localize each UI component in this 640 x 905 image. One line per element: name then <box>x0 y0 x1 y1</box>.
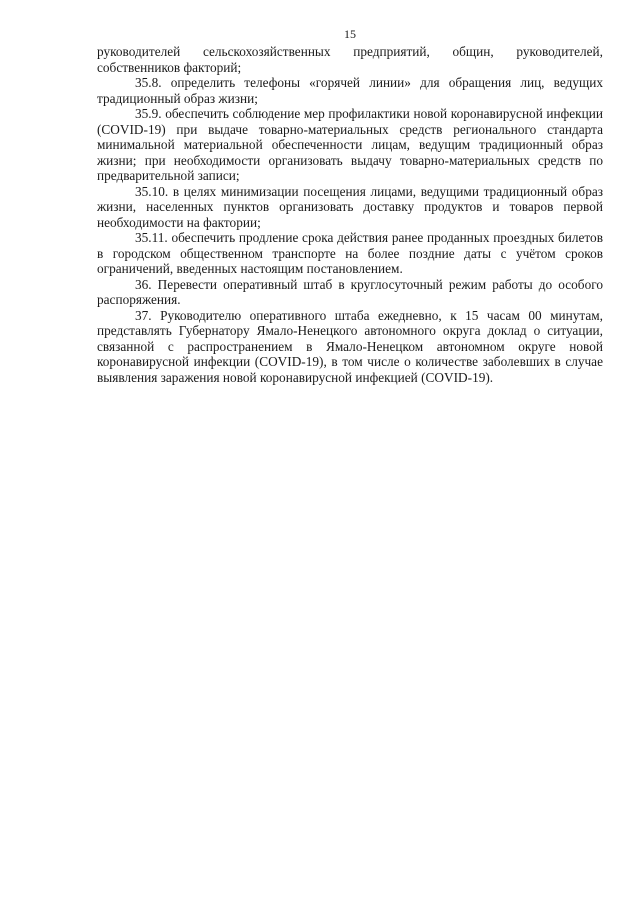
paragraph-37: 37. Руководителю оперативного штаба ежедневно, к 15 часам 00 минутам, представлять Губернатору Ямало-Ненецкого автономного округа доклад о ситуации, связанной с распространением в Ямало-Ненецком автономном округе новой коронавирусной инфекции (COVID-19), в том числе о количестве заболевших в случае выявления заражения новой коронавирусной инфекцией (COVID-19). <box>97 307 603 385</box>
document-body <box>97 44 603 385</box>
paragraph-35-11: 35.11. обеспечить продление срока действия ранее проданных проездных билетов в городском общественном транспорте на более поздние даты с учётом сроков ограничений, введенных настоящим постановлением. <box>97 230 603 276</box>
paragraph-continuation: руководителей сельскохозяйственных предприятий, общин, руководителей, собственников факторий; <box>97 44 603 75</box>
page-number: 15 <box>344 27 356 41</box>
paragraph-35-8: 35.8. определить телефоны «горячей линии» для обращения лиц, ведущих традиционный образ жизни; <box>97 75 603 106</box>
paragraph-36: 36. Перевести оперативный штаб в круглосуточный режим работы до особого распоряжения. <box>97 276 603 307</box>
paragraph-35-9: 35.9. обеспечить соблюдение мер профилактики новой коронавирусной инфекции (COVID-19) при выдаче товарно-материальных средств регионального стандарта минимальной материальной обеспеченности лицам, ведущим традиционный образ жизни; при необходимости организовать выдачу товарно-материальных средств по предварительной записи; <box>97 106 603 183</box>
paragraph-35-10: 35.10. в целях минимизации посещения лицами, ведущими традиционный образ жизни, населенных пунктов организовать доставку продуктов и товаров первой необходимости на фактории; <box>97 183 603 230</box>
